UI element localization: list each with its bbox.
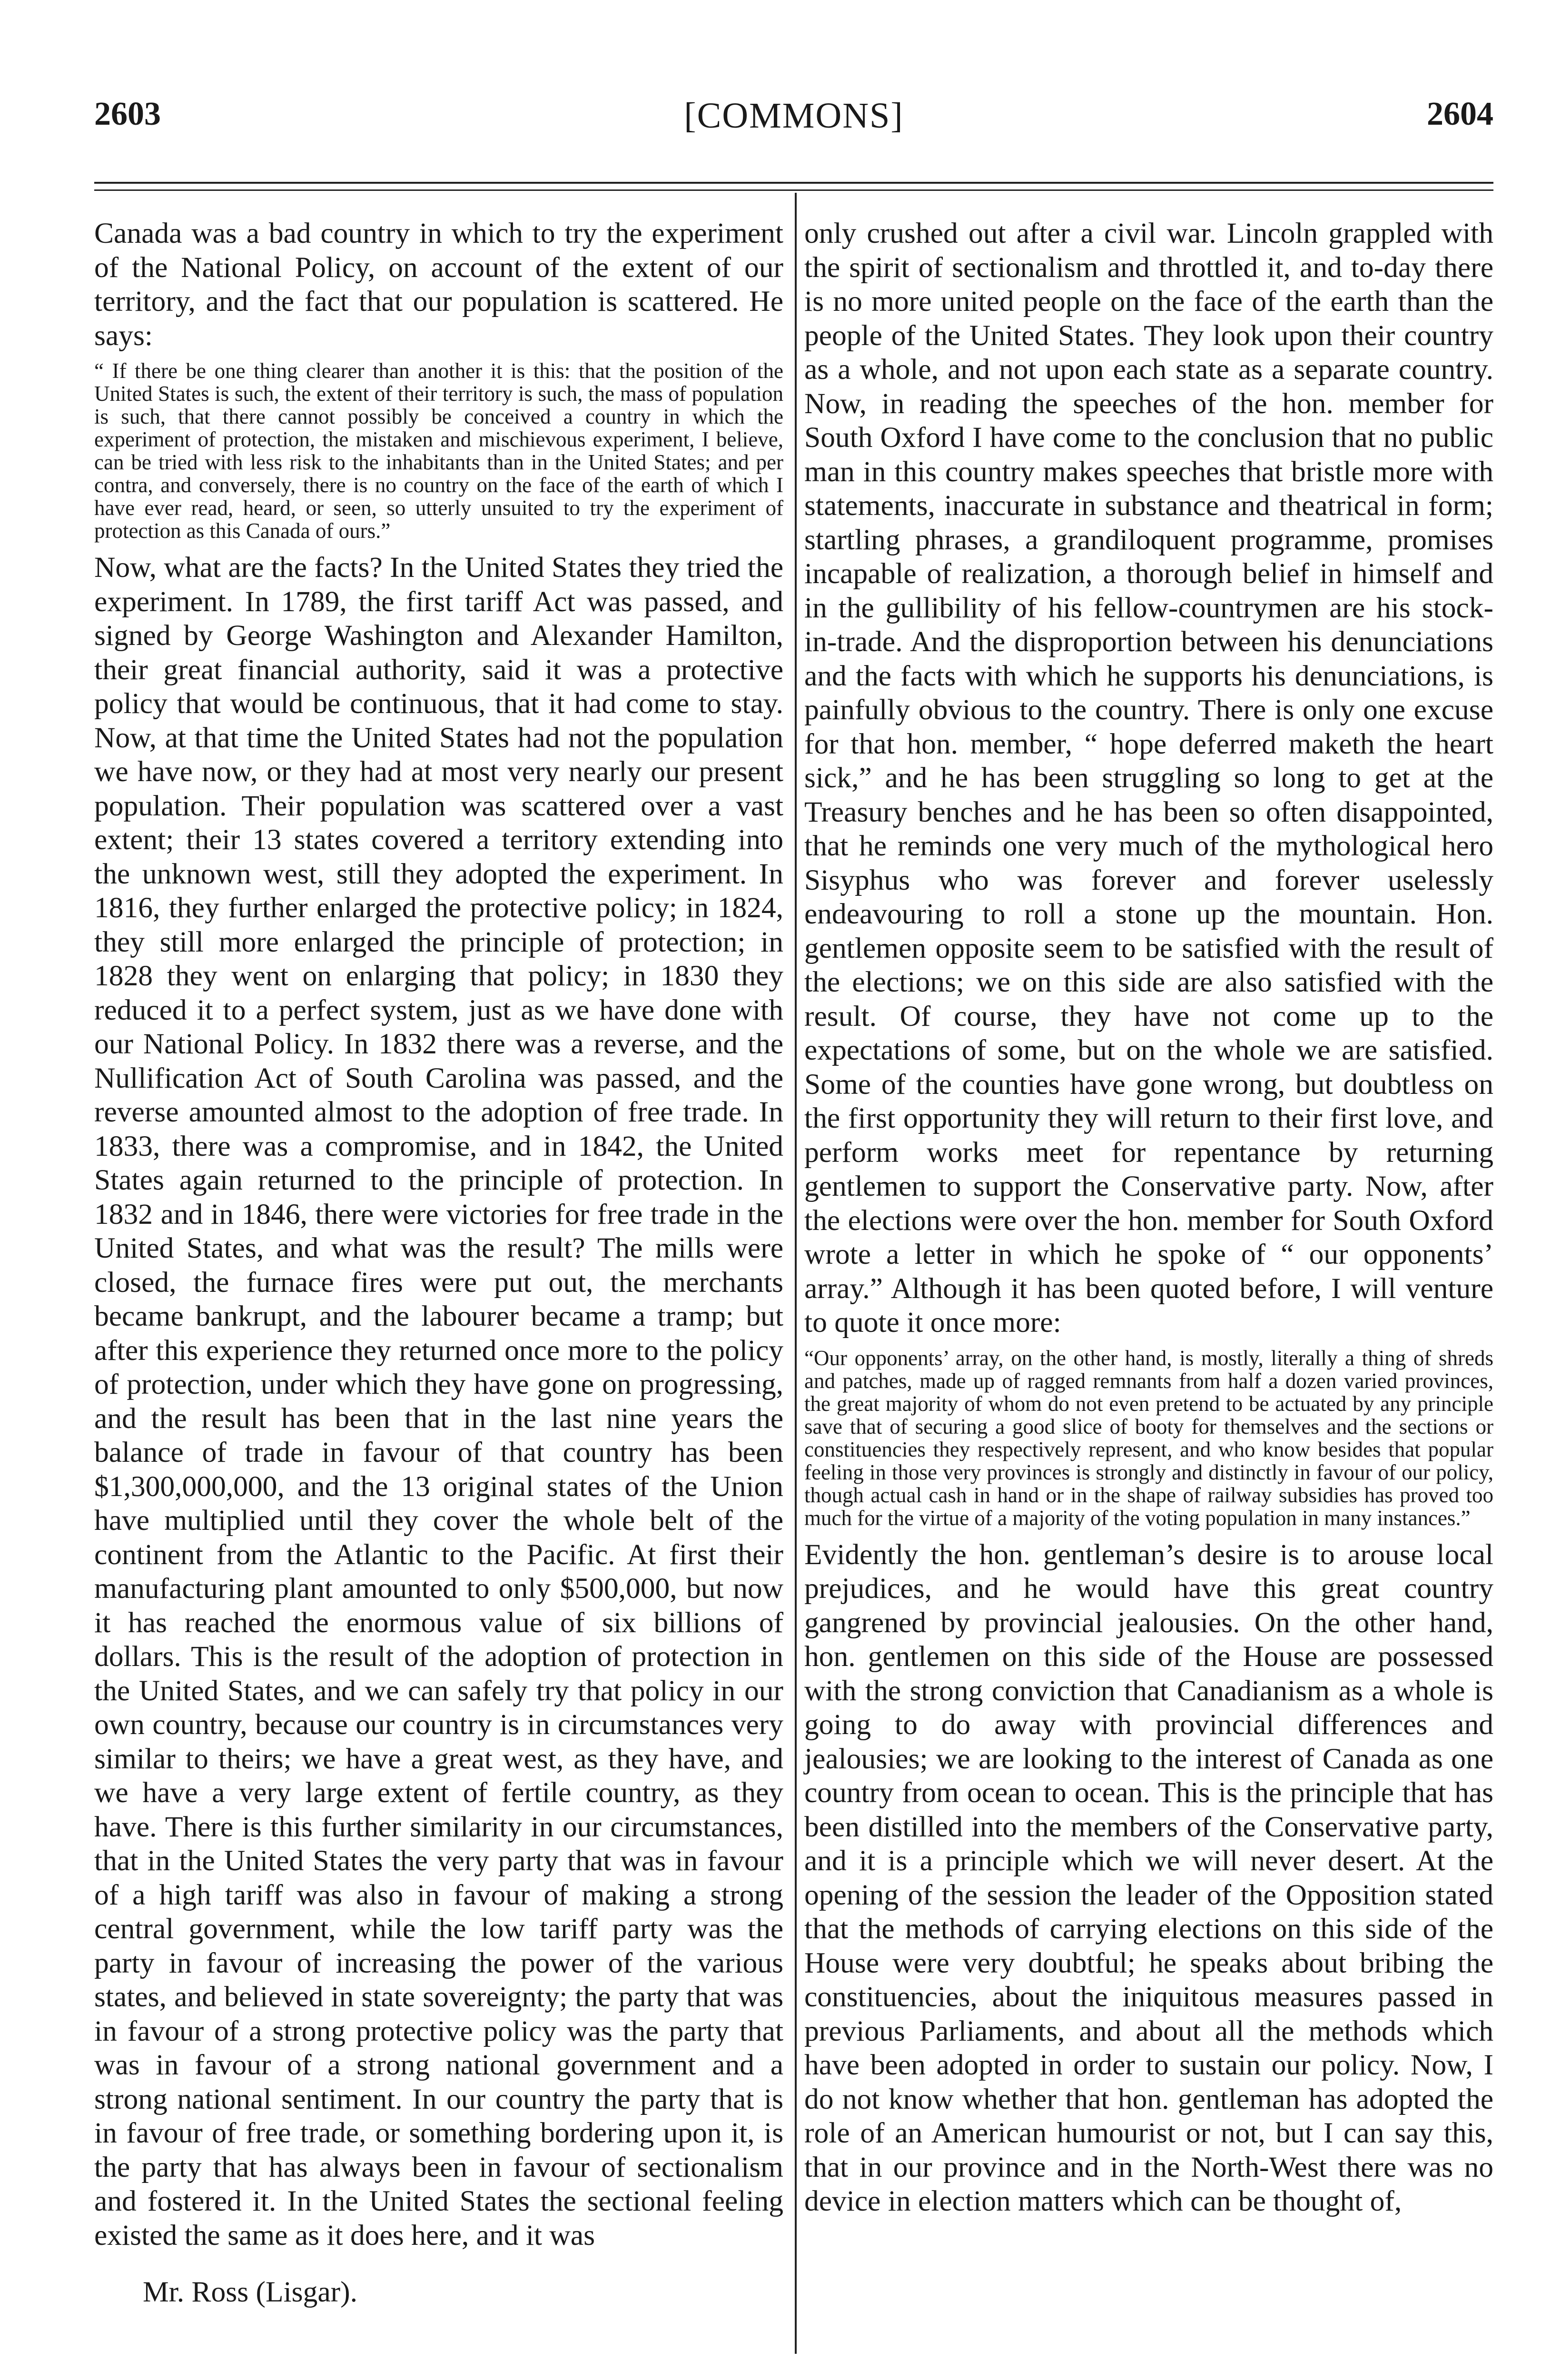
- speaker-footer: Mr. Ross (Lisgar).: [143, 2276, 357, 2308]
- column-divider: [795, 193, 797, 2354]
- left-block-quote: “ If there be one thing clearer than another it is this: that the position of the United States is such, the extent of their territory is such, the mass of population is such, that there cannot possibly be conceived a country in which the experiment of protection, the mistaken and mischievous experiment, I believe, can be tried with less risk to the inhabitants than in the United States; and per contra, and conversely, there is no country on the face of the earth of which I have ever read, heard, or seen, so utterly unsuited to try the experiment of protection as this Canada of ours.”: [94, 359, 783, 543]
- running-title: [COMMONS]: [684, 96, 904, 136]
- right-paragraph-2: Evidently the hon. gentleman’s desire is to arouse local prejudices, and he would have this great country gangrened by provincial jealousies. On the other hand, hon. gentlemen on this side of the House are possessed with the strong conviction that Canadianism as a whole is going to do away with provincial differences and jealousies; we are looking to the interest of Canada as one country from ocean to ocean. This is the principle that has been distilled into the members of the Conservative party, and it is a principle which we will never desert. At the opening of the session the leader of the Opposition stated that the methods of carrying elections on this side of the House were very doubtful; he speaks about bribing the constituencies, about the iniquitous measures passed in previous Parliaments, and about all the methods which have been adopted in order to sustain our policy. Now, I do not know whether that hon. gentleman has adopted the role of an American humourist or not, but I can say this, that in our province and in the North-West there was no device in election matters which can be thought of,: [804, 1538, 1493, 2217]
- page-header: [94, 95, 1493, 152]
- page-number-left: 2603: [94, 96, 161, 132]
- left-paragraph-2: Now, what are the facts? In the United States they tried the experiment. In 1789, the first tariff Act was passed, and signed by George Washington and Alexander Hamilton, their great financial authority, said it was a protective policy that would be continuous, that it had come to stay. Now, at that time the United States had not the population we have now, or they had at most very nearly our present population. Their population was scattered over a vast extent; their 13 states covered a territory extending into the unknown west, still they adopted the experiment. In 1816, they further enlarged the protective policy; in 1824, they still more enlarged the principle of protection; in 1828 they went on enlarging that policy; in 1830 they reduced it to a perfect system, just as we have done with our National Policy. In 1832 there was a reverse, and the Nullification Act of South Carolina was passed, and the reverse amounted almost to the adoption of free trade. In 1833, there was a compromise, and in 1842, the United States again returned to the principle of protection. In 1832 and in 1846, there were victories for free trade in the United States, and what was the result? The mills were closed, the furnace fires were put out, the merchants became bankrupt, and the labourer became a tramp; but after this experience they returned once more to the policy of protection, under which they have gone on progressing, and the result has been that in the last nine years the balance of trade in favour of that country has been $1,300,000,000, and the 13 original states of the Union have multiplied until they cover the whole belt of the continent from the Atlantic to the Pacific. At first their manufacturing plant amounted to only $500,000, but now it has reached the enormous value of six billions of dollars. This is the result of the adoption of protection in the United States, and we can safely try that policy in our own country, because our country is in circumstances very similar to theirs; we have a great west, as they have, and we have a very large extent of fertile country, as they have. There is this further similarity in our circumstances, that in the United States the very party that was in favour of a high tariff was also in favour of making a strong central government, while the low tariff party was the party in favour of increasing the power of the various states, and believed in state sovereignty; the party that was in favour of a strong protective policy was the party that was in favour of a strong national government and a strong national sentiment. In our country the party that is in favour of free trade, or something bordering upon it, is the party that has always been in favour of sectionalism and fostered it. In the United States the sectional feeling existed the same as it does here, and it was: [94, 551, 783, 2251]
- left-paragraph-1: Canada was a bad country in which to try the experiment of the National Policy, on account of the extent of our territory, and the fact that our population is scattered. He says:: [94, 217, 783, 352]
- right-paragraph-1: only crushed out after a civil war. Lincoln grappled with the spirit of sectionalism and throttled it, and to-day there is no more united people on the face of the earth than the people of the United States. They look upon their country as a whole, and not upon each state as a separate country. Now, in reading the speeches of the hon. member for South Oxford I have come to the conclusion that no public man in this country makes speeches that bristle more with statements, inaccurate in substance and theatrical in form; startling phrases, a grandiloquent programme, promises incapable of realization, a thorough belief in himself and in the gullibility of his fellow-countrymen are his stock-in-trade. And the disproportion between his denunciations and the facts with which he supports his denunciations, is painfully obvious to the country. There is only one excuse for that hon. member, “ hope deferred maketh the heart sick,” and he has been struggling so long to get at the Treasury benches and he has been so often disappointed, that he reminds one very much of the mythological hero Sisyphus who was forever and forever uselessly endeavouring to roll a stone up the mountain. Hon. gentlemen opposite seem to be satisfied with the result of the elections; we on this side are also satisfied with the result. Of course, they have not come up to the expectations of some, but on the whole we are satisfied. Some of the counties have gone wrong, but doubtless on the first opportunity they will return to their first love, and perform works meet for repentance by returning gentlemen to support the Conservative party. Now, after the elections were over the hon. member for South Oxford wrote a letter in which he spoke of “ our opponents’ array.” Although it has been quoted before, I will venture to quote it once more:: [804, 217, 1493, 1339]
- right-column: [804, 217, 1493, 2219]
- page-number-right: 2604: [1427, 96, 1493, 132]
- header-rule-top: [94, 182, 1493, 184]
- header-rule-bottom: [94, 189, 1493, 191]
- left-column: [94, 217, 783, 2252]
- right-block-quote: “Our opponents’ array, on the other hand, is mostly, literally a thing of shreds and patches, made up of ragged remnants from half a dozen varied provinces, the great majority of whom do not even pretend to be actuated by any principle save that of securing a good slice of booty for themselves and the sections or constituencies they respectively represent, and who know besides that popular feeling in those very provinces is strongly and distinctly in favour of our policy, though actual cash in hand or in the shape of railway subsidies has proved too much for the virtue of a majority of the voting population in many instances.”: [804, 1346, 1493, 1530]
